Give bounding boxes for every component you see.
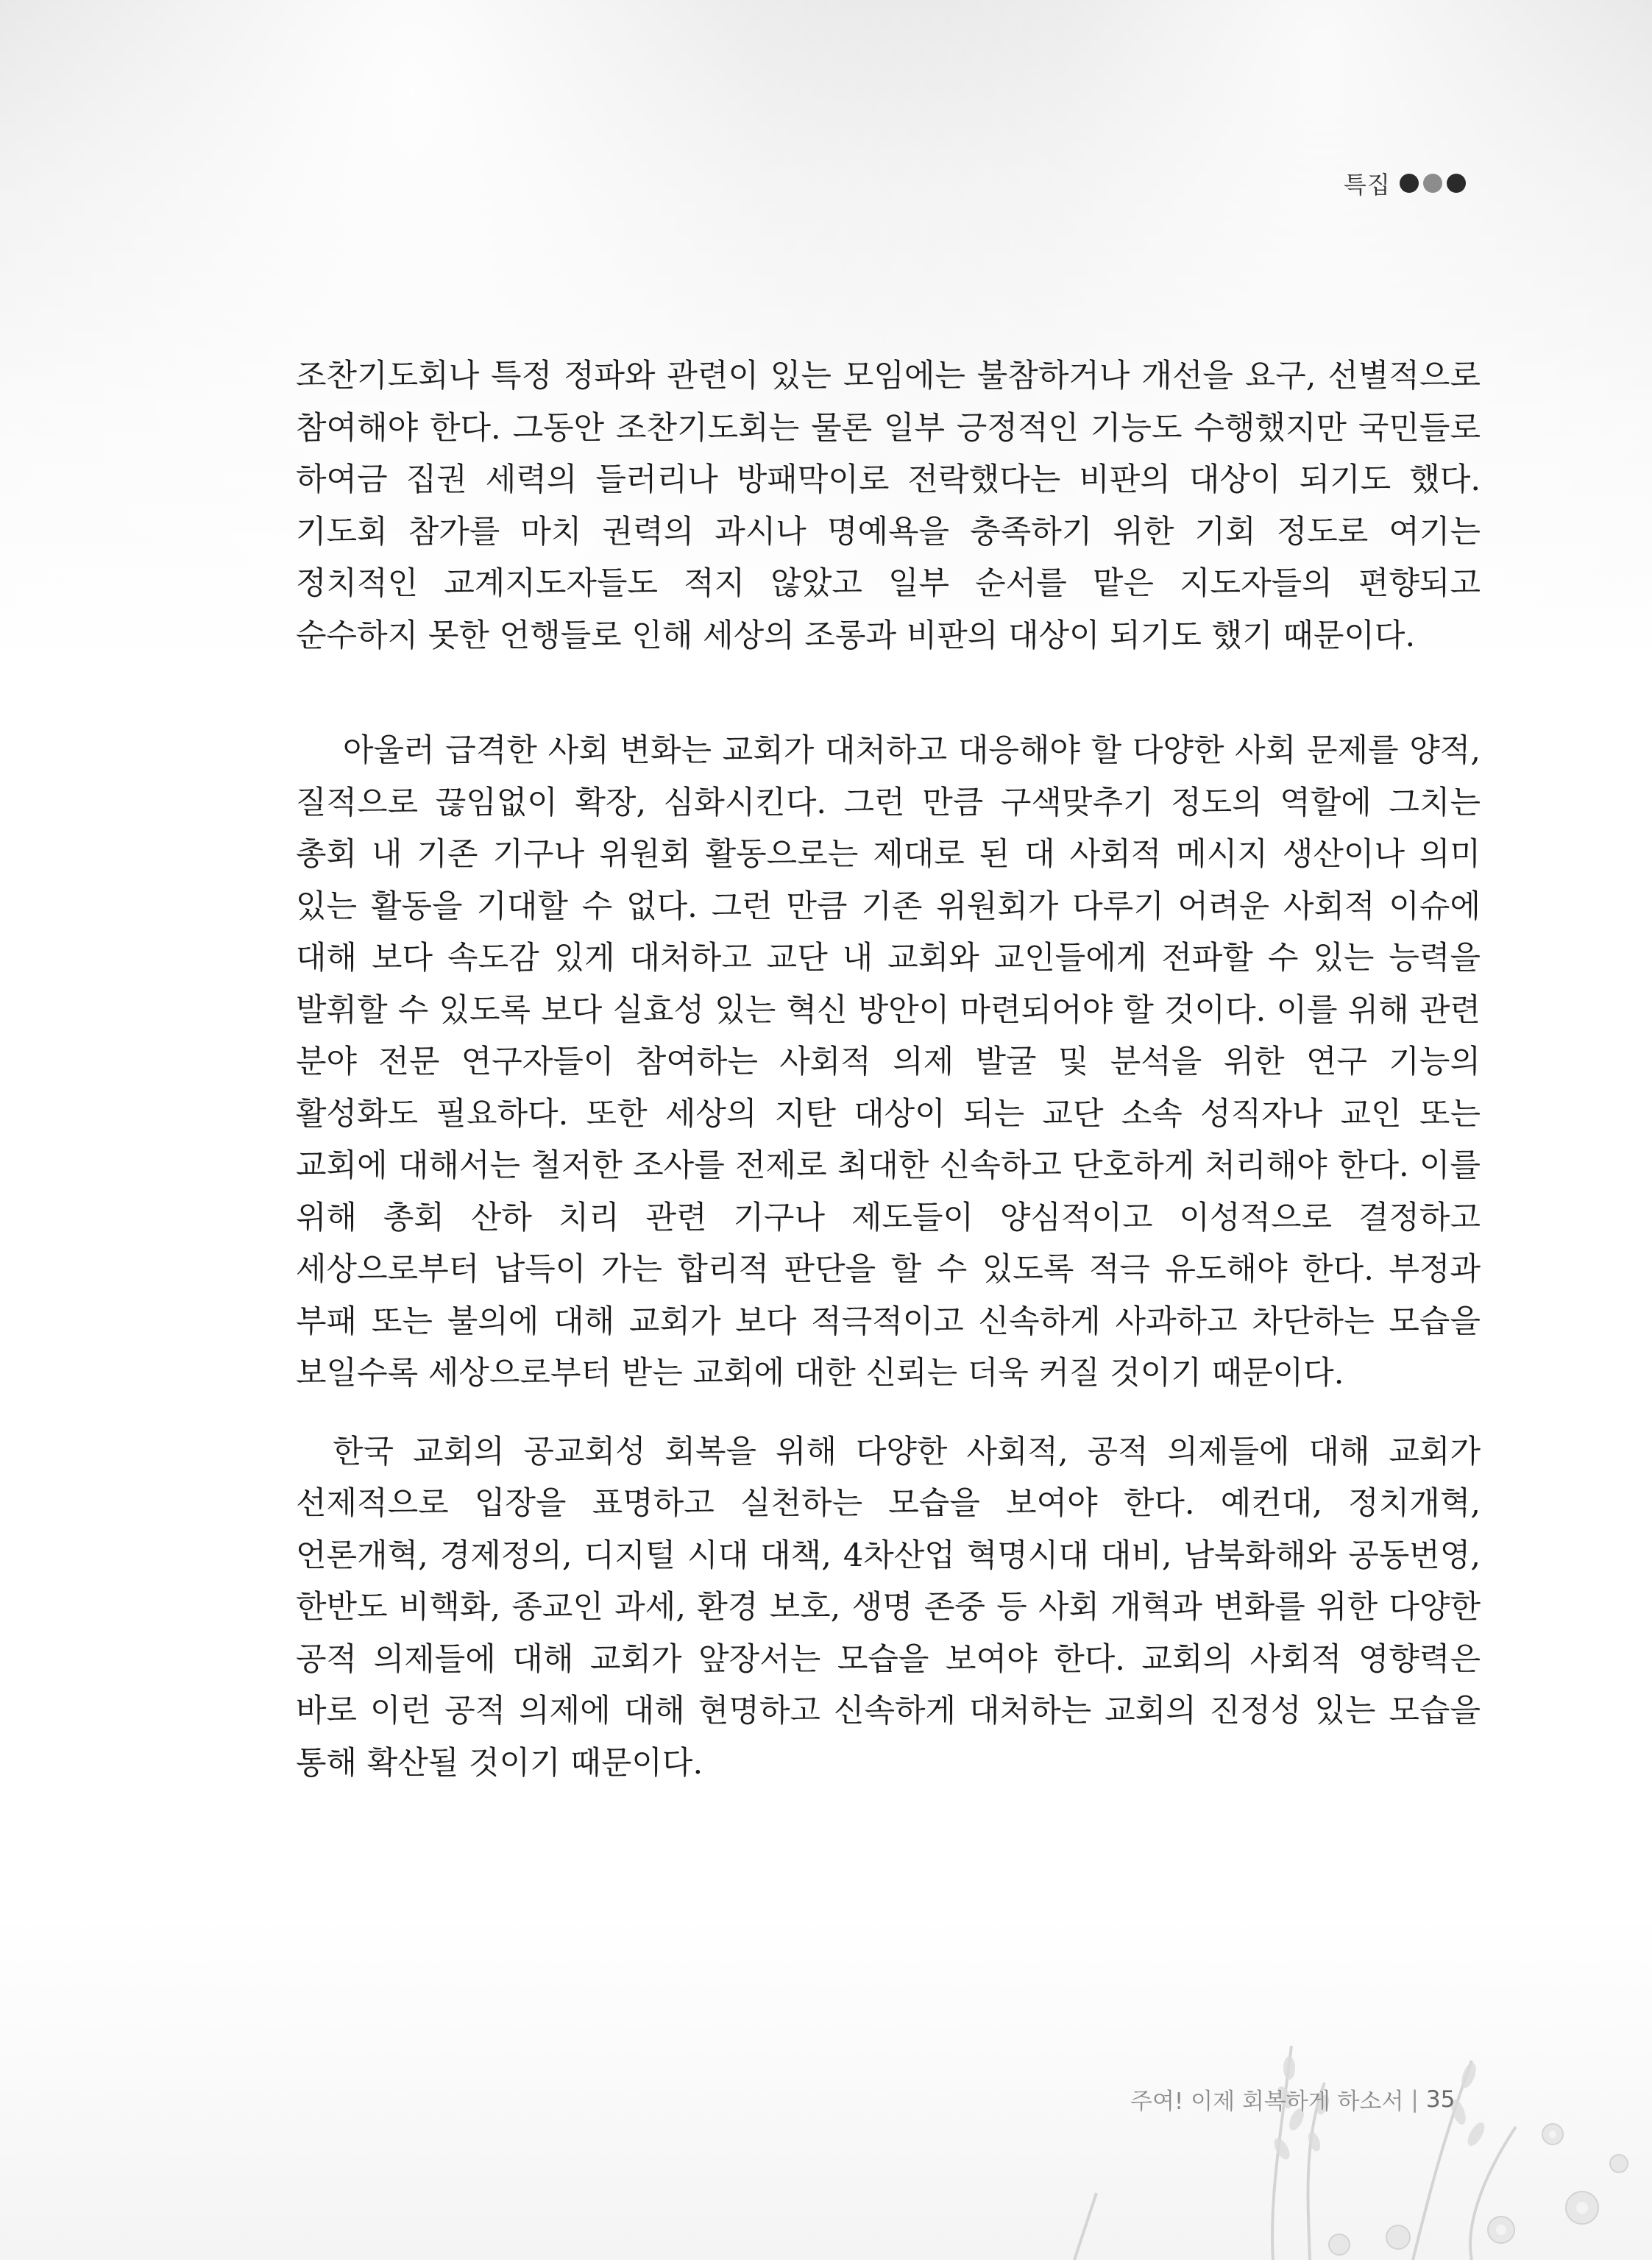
section-dots: [1400, 174, 1466, 193]
footer-title: 주여! 이제 회복하게 하소서: [1130, 2089, 1404, 2115]
footer-separator: |: [1411, 2086, 1419, 2113]
section-header: [1344, 165, 1466, 202]
article-body: [296, 350, 1481, 1789]
flower-decoration-icon: [957, 2016, 1652, 2260]
section-dot-icon: [1423, 174, 1442, 193]
article-paragraph: 조찬기도회나 특정 정파와 관련이 있는 모임에는 불참하거나 개선을 요구, 선별적으로 참여해야 한다. 그동안 조찬기도회는 물론 일부 긍정적인 기능도 수행했지만 국민들로 하여금 집권 세력의 들러리나 방패막이로 전락했다는 비판의 대상이 되기도 했다. 기도회 참가를 마치 권력의 과시나 명예욕을 충족하기 위한 기회 정도로 여기는 정치적인 교계지도자들도 적지 않았고 일부 순서를 맡은 지도자들의 편향되고 순수하지 못한 언행들로 인해 세상의 조롱과 비판의 대상이 되기도 했기 때문이다.: [296, 358, 1481, 654]
article-paragraph: 한국 교회의 공교회성 회복을 위해 다양한 사회적, 공적 의제들에 대해 교회가 선제적으로 입장을 표명하고 실천하는 모습을 보여야 한다. 예컨대, 정치개혁, 언론개혁, 경제정의, 디지털 시대 대책, 4차산업 혁명시대 대비, 남북화해와 공동번영, 한반도 비핵화, 종교인 과세, 환경 보호, 생명 존중 등 사회 개혁과 변화를 위한 다양한 공적 의제들에 대해 교회가 앞장서는 모습을 보여야 한다. 교회의 사회적 영향력은 바로 이런 공적 의제에 대해 현명하고 신속하게 대처하는 교회의 진정성 있는 모습을 통해 확산될 것이기 때문이다.: [296, 1433, 1481, 1782]
section-dot-icon: [1400, 174, 1419, 193]
section-dot-icon: [1447, 174, 1466, 193]
section-label: 특집: [1344, 171, 1391, 199]
page-number: 35: [1425, 2086, 1456, 2113]
article-paragraph: 아울러 급격한 사회 변화는 교회가 대처하고 대응해야 할 다양한 사회 문제를 양적, 질적으로 끊임없이 확장, 심화시킨다. 그런 만큼 구색맞추기 정도의 역할에 그치는 총회 내 기존 기구나 위원회 활동으로는 제대로 된 대 사회적 메시지 생산이나 의미 있는 활동을 기대할 수 없다. 그런 만큼 기존 위원회가 다루기 어려운 사회적 이슈에 대해 보다 속도감 있게 대처하고 교단 내 교회와 교인들에게 전파할 수 있는 능력을 발휘할 수 있도록 보다 실효성 있는 혁신 방안이 마련되어야 할 것이다. 이를 위해 관련 분야 전문 연구자들이 참여하는 사회적 의제 발굴 및 분석을 위한 연구 기능의 활성화도 필요하다. 또한 세상의 지탄 대상이 되는 교단 소속 성직자나 교인 또는 교회에 대해서는 철저한 조사를 전제로 최대한 신속하고 단호하게 처리해야 한다. 이를 위해 총회 산하 치리 관련 기구나 제도들이 양심적이고 이성적으로 결정하고 세상으로부터 납득이 가는 합리적 판단을 할 수 있도록 적극 유도해야 한다. 부정과 부패 또는 불의에 대해 교회가 보다 적극적이고 신속하게 사과하고 차단하는 모습을 보일수록 세상으로부터 받는 교회에 대한 신뢰는 더욱 커질 것이기 때문이다.: [296, 732, 1481, 1392]
page-footer: [1130, 2083, 1455, 2116]
